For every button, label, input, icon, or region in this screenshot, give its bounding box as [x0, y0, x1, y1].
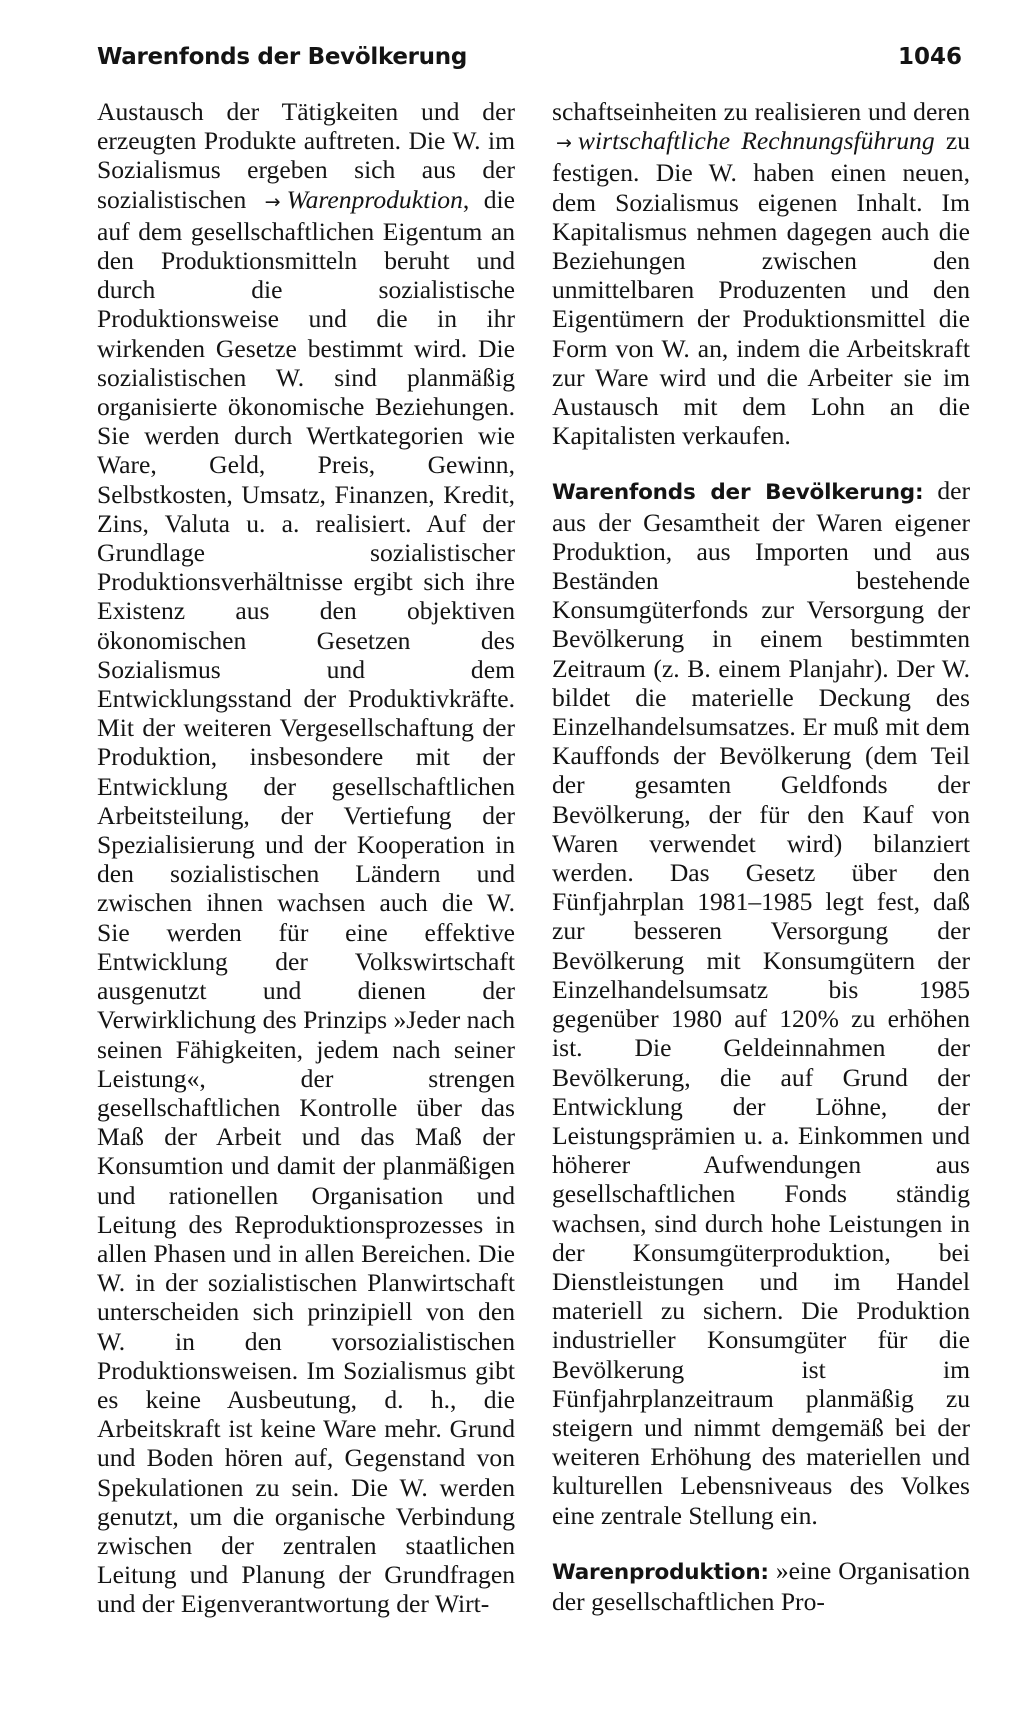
text-segment: , die auf dem gesellschaftlichen Eigentum an den Produktionsmitteln beruht und durch die sozialistische Produktionsweise und die in ihr wirkenden Gesetze bestimmt wird. Die sozialistischen W. sind planmäßig organisierte ökonomische Beziehungen. Sie werden durch Wertkategorien wie Ware, Geld, Preis, Gewinn, Selbstkosten, Umsatz, Finanzen, Kredit, Zins, Valuta u. a. realisiert. Auf der Grundlage sozialistischer Produktionsverhältnisse ergibt sich ihre Existenz aus den objektiven ökonomischen Gesetzen des Sozialismus und dem Entwicklungsstand der Produktivkräfte. Mit der weiteren Vergesellschaftung der Produktion, insbesondere mit der Entwicklung der gesellschaftlichen Arbeitsteilung, der Vertiefung der Spezialisierung und der Kooperation in den sozialistischen Ländern und zwischen ihnen wachsen auch die W. Sie werden für eine effektive Entwicklung der Volkswirtschaft ausgenutzt und dienen der Verwirklichung des Prinzips »Jeder nach seinen Fähigkeiten, jedem nach seiner Leistung«, der strengen gesellschaftlichen Kontrolle über das Maß der Arbeit und das Maß der Konsumtion und damit der planmäßigen und rationellen Organisation und Leitung des Reproduktionsprozesses in allen Phasen und in allen Bereichen. Die W. in der sozialistischen Planwirtschaft unterscheiden sich prinzipiell von den W. in den vorsozialistischen Produktionsweisen. Im Sozialismus gibt es keine Ausbeutung, d. h., die Arbeitskraft ist keine Ware mehr. Grund und Boden hören auf, Gegenstand von Spekulationen zu sein. Die W. werden genutzt, um die organische Verbindung zwischen der zentralen staatlichen Leitung und Planung der Grundfragen und der Eigenverantwortung der Wirt- — [97, 184, 515, 1619]
entry-definition: »eine Organisation der gesellschaftlichen Pro- — [552, 1555, 970, 1616]
text-segment: schaftseinheiten zu realisieren und deren — [552, 97, 970, 126]
cross-reference-arrow-icon: → — [264, 190, 281, 213]
entry-headword: Warenfonds der Bevölkerung: — [552, 480, 924, 506]
dictionary-entry-warenproduktion — [552, 1556, 970, 1616]
entry-continuation-text — [97, 97, 515, 1619]
cross-reference-term: Warenproduktion — [286, 184, 463, 214]
entry-continuation-text — [552, 97, 970, 450]
page-number: 1046 — [897, 44, 962, 70]
entry-headword: Warenproduktion: — [552, 1559, 769, 1585]
running-head-title: Warenfonds der Bevölkerung — [97, 44, 467, 70]
dictionary-entry-warenfonds — [552, 476, 970, 1529]
right-column — [552, 97, 970, 1616]
text-segment: zu festigen. Die W. haben einen neuen, dem Sozialismus eigenen Inhalt. Im Kapitalismus nehmen dagegen auch die Beziehungen zwischen den unmittelbaren Produzenten und den Eigentümern der Produktionsmittel die Form von W. an, indem die Arbeitskraft zur Ware wird und die Arbeiter sie im Austausch mit dem Lohn an die Kapitalisten verkaufen. — [552, 126, 970, 451]
cross-reference-arrow-icon: → — [556, 132, 572, 155]
entry-definition: der aus der Gesamtheit der Waren eigener Produktion, aus Importen und aus Beständen bestehende Konsumgüterfonds zur Versorgung der Bevölkerung in einem bestimmten Zeitraum (z. B. einem Planjahr). Der W. bildet die materielle Deckung des Einzelhandelsumsatzes. Er muß mit dem Kauffonds der Bevölkerung (dem Teil der gesamten Geldfonds der Bevölkerung, der für den Kauf von Waren verwendet wird) bilanziert werden. Das Gesetz über den Fünfjahrplan 1981–1985 legt fest, daß zur besseren Versorgung der Bevölkerung mit Konsumgütern der Einzelhandelsumsatz bis 1985 gegenüber 1980 auf 120% zu erhöhen ist. Die Geldeinnahmen der Bevölkerung, die auf Grund der Entwicklung der Löhne, der Leistungsprämien u. a. Einkommen und höherer Aufwendungen aus gesellschaftlichen Fonds ständig wachsen, sind durch hohe Leistungen in der Konsumgüterproduktion, bei Dienstleistungen und im Handel materiell zu sichern. Die Produktion industrieller Konsumgüter für die Bevölkerung ist im Fünfjahrplanzeitraum planmäßig zu steigern und nimmt demgemäß bei der weiteren Erhöhung des materiellen und kulturellen Lebensniveaus des Volkes eine zentrale Stellung ein. — [552, 476, 970, 1530]
left-column — [97, 97, 515, 1619]
cross-reference-term: wirtschaftliche Rechnungsführung — [577, 126, 935, 156]
page-header — [97, 44, 962, 80]
text-segment: Austausch der Tätigkeiten und der erzeugten Produkte auftreten. Die W. im Sozialismus ergeben sich aus der sozialistischen — [97, 97, 515, 214]
